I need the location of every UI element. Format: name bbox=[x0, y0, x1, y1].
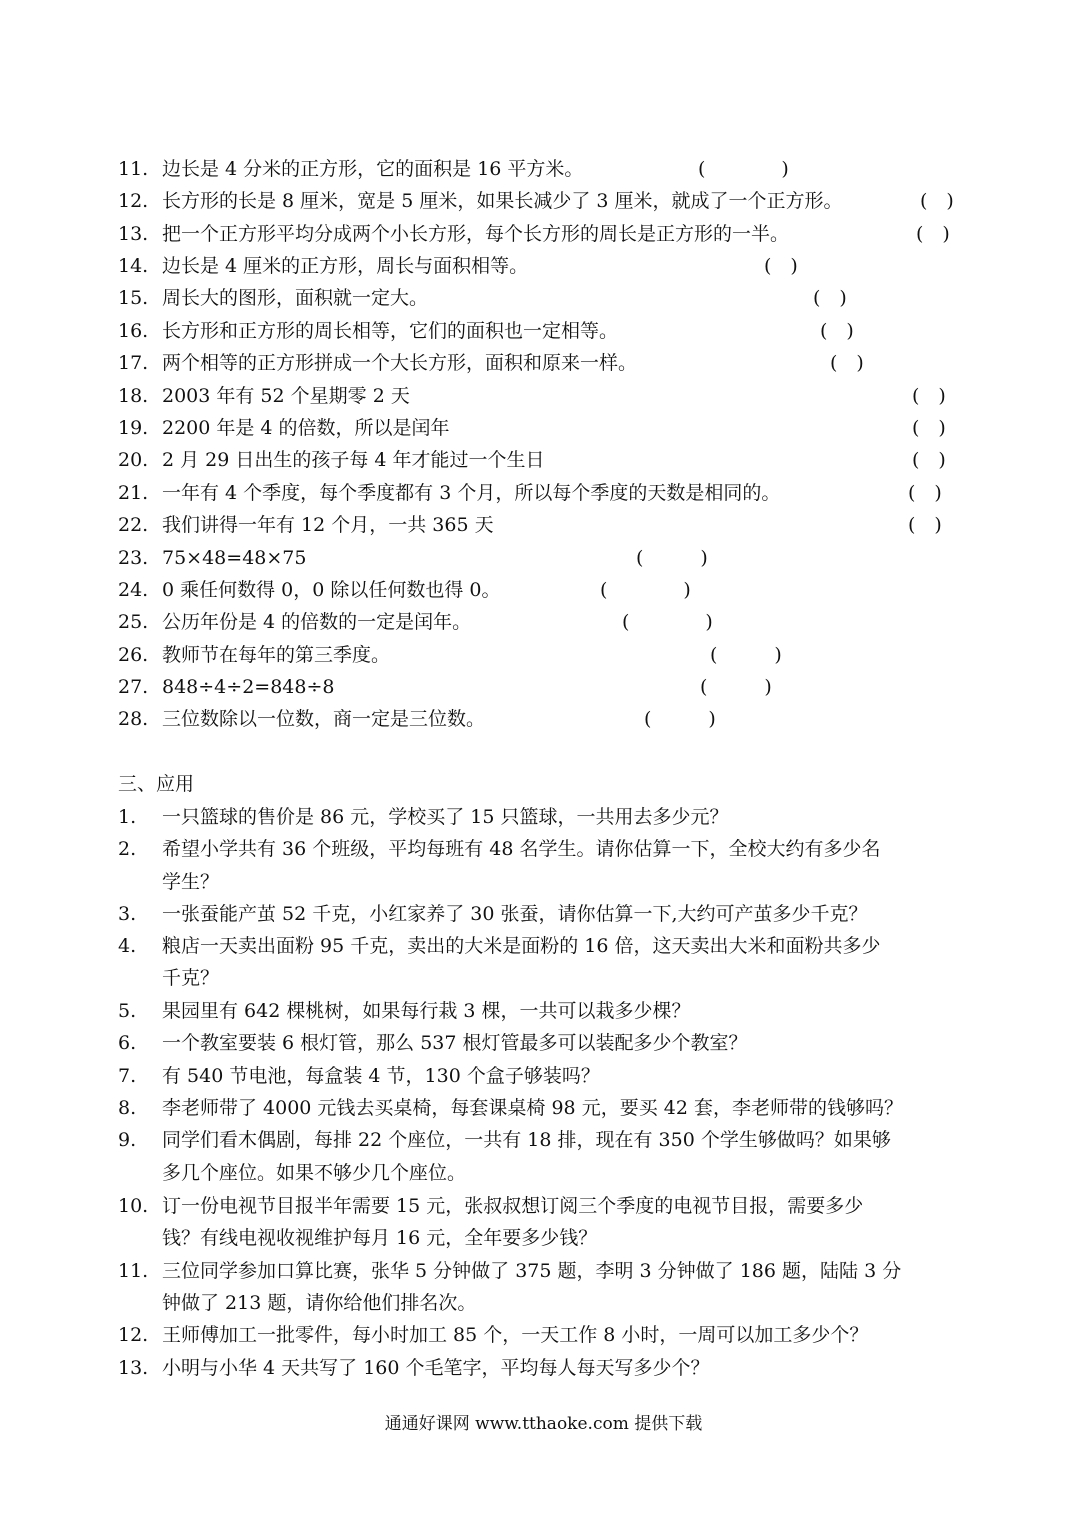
item-text: 三位同学参加口算比赛，张华 5 分钟做了 375 题，李明 3 分钟做了 186 题，陆陆 3 分 bbox=[162, 1260, 902, 1282]
item-text: 有 540 节电池，每盒装 4 节，130 个盒子够装吗？ bbox=[162, 1065, 600, 1087]
item-text: 一个教室要装 6 根灯管，那么 537 根灯管最多可以装配多少个教室？ bbox=[162, 1032, 748, 1054]
item-number: 12. bbox=[118, 190, 149, 212]
item-number: 4. bbox=[118, 935, 137, 957]
item-text: 教师节在每年的第三季度。 bbox=[162, 644, 391, 666]
item-text: 一张蚕能产茧 52 千克，小红家养了 30 张蚕，请你估算一下,大约可产茧多少千克？ bbox=[162, 903, 868, 925]
item-text: 75×48=48×75 bbox=[162, 547, 307, 569]
item-number: 27. bbox=[118, 676, 149, 698]
item-number: 11. bbox=[118, 1260, 149, 1282]
item-number: 6. bbox=[118, 1032, 137, 1054]
item-text: 千克？ bbox=[162, 967, 220, 989]
item-text: 三位数除以一位数，商一定是三位数。 bbox=[162, 708, 486, 730]
answer-parentheses[interactable]: ( ) bbox=[644, 708, 716, 730]
item-text: 2200 年是 4 的倍数，所以是闰年 bbox=[162, 417, 450, 439]
item-text: 果园里有 642 棵桃树，如果每行栽 3 棵，一共可以栽多少棵？ bbox=[162, 1000, 691, 1022]
item-number: 8. bbox=[118, 1097, 137, 1119]
item-number: 10. bbox=[118, 1195, 149, 1217]
item-number: 9. bbox=[118, 1129, 137, 1151]
answer-parentheses[interactable]: ( ) bbox=[710, 644, 782, 666]
answer-parentheses[interactable]: ( ) bbox=[912, 417, 946, 439]
item-text: 周长大的图形，面积就一定大。 bbox=[162, 287, 429, 309]
item-text: 2003 年有 52 个星期零 2 天 bbox=[162, 385, 410, 407]
item-number: 2. bbox=[118, 838, 137, 860]
item-number: 1. bbox=[118, 806, 137, 828]
item-number: 17. bbox=[118, 352, 149, 374]
item-text: 边长是 4 分米的正方形，它的面积是 16 平方米。 bbox=[162, 158, 584, 180]
page-footer: 通通好课网 www.tthaoke.com 提供下载 bbox=[384, 1414, 703, 1434]
answer-parentheses[interactable]: ( ) bbox=[912, 385, 946, 407]
answer-parentheses[interactable]: ( ) bbox=[698, 158, 789, 180]
answer-parentheses[interactable]: ( ) bbox=[916, 223, 950, 245]
item-number: 5. bbox=[118, 1000, 137, 1022]
section-heading: 三、应用 bbox=[118, 773, 195, 795]
item-number: 15. bbox=[118, 287, 149, 309]
item-text: 同学们看木偶剧，每排 22 个座位，一共有 18 排，现在有 350 个学生够做吗？如果够 bbox=[162, 1129, 891, 1151]
item-text: 小明与小华 4 天共写了 160 个毛笔字，平均每人每天写多少个？ bbox=[162, 1357, 710, 1379]
item-number: 11. bbox=[118, 158, 149, 180]
answer-parentheses[interactable]: ( ) bbox=[912, 449, 946, 471]
item-number: 23. bbox=[118, 547, 149, 569]
item-number: 14. bbox=[118, 255, 149, 277]
item-text: 长方形的长是 8 厘米，宽是 5 厘米，如果长减少了 3 厘米，就成了一个正方形。 bbox=[162, 190, 843, 212]
item-text: 一年有 4 个季度，每个季度都有 3 个月，所以每个季度的天数是相同的。 bbox=[162, 482, 781, 504]
item-text: 两个相等的正方形拼成一个大长方形，面积和原来一样。 bbox=[162, 352, 638, 374]
item-number: 16. bbox=[118, 320, 149, 342]
item-text: 希望小学共有 36 个班级，平均每班有 48 名学生。请你估算一下，全校大约有多少名 bbox=[162, 838, 881, 860]
item-text: 订一份电视节目报半年需要 15 元，张叔叔想订阅三个季度的电视节目报，需要多少 bbox=[162, 1195, 864, 1217]
answer-parentheses[interactable]: ( ) bbox=[908, 514, 942, 536]
answer-parentheses[interactable]: ( ) bbox=[700, 676, 772, 698]
item-number: 18. bbox=[118, 385, 149, 407]
item-text: 李老师带了 4000 元钱去买桌椅，每套课桌椅 98 元，要买 42 套，李老师带的钱够吗？ bbox=[162, 1097, 903, 1119]
answer-parentheses[interactable]: ( ) bbox=[820, 320, 854, 342]
answer-parentheses[interactable]: ( ) bbox=[813, 287, 847, 309]
answer-parentheses[interactable]: ( ) bbox=[920, 190, 954, 212]
answer-parentheses[interactable]: ( ) bbox=[764, 255, 798, 277]
item-text: 王师傅加工一批零件，每小时加工 85 个，一天工作 8 小时，一周可以加工多少个？ bbox=[162, 1324, 869, 1346]
item-text: 公历年份是 4 的倍数的一定是闰年。 bbox=[162, 611, 472, 633]
item-number: 28. bbox=[118, 708, 149, 730]
item-text: 钟做了 213 题，请你给他们排名次。 bbox=[162, 1292, 477, 1314]
item-number: 25. bbox=[118, 611, 149, 633]
item-text: 2 月 29 日出生的孩子每 4 年才能过一个生日 bbox=[162, 449, 545, 471]
item-text: 多几个座位。如果不够少几个座位。 bbox=[162, 1162, 467, 1184]
answer-parentheses[interactable]: ( ) bbox=[830, 352, 864, 374]
item-text: 把一个正方形平均分成两个小长方形，每个长方形的周长是正方形的一半。 bbox=[162, 223, 790, 245]
item-number: 21. bbox=[118, 482, 149, 504]
item-text: 848÷4÷2=848÷8 bbox=[162, 676, 335, 698]
item-text: 一只篮球的售价是 86 元，学校买了 15 只篮球，一共用去多少元？ bbox=[162, 806, 729, 828]
item-number: 7. bbox=[118, 1065, 137, 1087]
answer-parentheses[interactable]: ( ) bbox=[636, 547, 708, 569]
answer-parentheses[interactable]: ( ) bbox=[600, 579, 691, 601]
item-number: 26. bbox=[118, 644, 149, 666]
item-text: 我们讲得一年有 12 个月，一共 365 天 bbox=[162, 514, 494, 536]
answer-parentheses[interactable]: ( ) bbox=[908, 482, 942, 504]
item-number: 24. bbox=[118, 579, 149, 601]
item-number: 22. bbox=[118, 514, 149, 536]
item-number: 12. bbox=[118, 1324, 149, 1346]
item-number: 13. bbox=[118, 1357, 149, 1379]
answer-parentheses[interactable]: ( ) bbox=[622, 611, 713, 633]
item-text: 学生？ bbox=[162, 871, 220, 893]
item-text: 长方形和正方形的周长相等，它们的面积也一定相等。 bbox=[162, 320, 619, 342]
item-text: 钱？有线电视收视维护每月 16 元，全年要多少钱？ bbox=[162, 1227, 598, 1249]
item-text: 粮店一天卖出面粉 95 千克，卖出的大米是面粉的 16 倍，这天卖出大米和面粉共多少 bbox=[162, 935, 881, 957]
item-text: 边长是 4 厘米的正方形，周长与面积相等。 bbox=[162, 255, 529, 277]
item-number: 19. bbox=[118, 417, 149, 439]
item-number: 3. bbox=[118, 903, 137, 925]
item-number: 13. bbox=[118, 223, 149, 245]
item-text: 0 乘任何数得 0，0 除以任何数也得 0。 bbox=[162, 579, 501, 601]
item-number: 20. bbox=[118, 449, 149, 471]
